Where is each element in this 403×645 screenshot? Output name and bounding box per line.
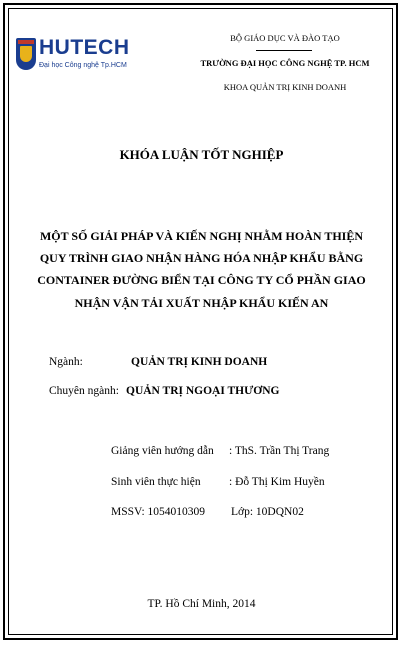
faculty-name: KHOA QUẢN TRỊ KINH DOANH [223,82,347,92]
student-value: : Đỗ Thị Kim Huyền [229,476,325,488]
title-line: MỘT SỐ GIẢI PHÁP VÀ KIẾN NGHỊ NHẰM HOÀN THIỆN [39,229,364,243]
logo-wordmark: HUTECH [39,36,130,59]
shield-icon [16,38,36,70]
student-id: MSSV: 1054010309 [111,506,206,518]
specialization-label: Chuyên ngành: [49,385,119,397]
university-logo [16,38,134,82]
university-name: TRƯỜNG ĐẠI HỌC CÔNG NGHỆ TP. HCM [200,58,370,68]
major-label: Ngành: [49,356,83,368]
class-code: Lớp: 10DQN02 [231,506,304,518]
title-line: QUY TRÌNH GIAO NHẬN HÀNG HÓA NHẬP KHẨU BẰNG [39,251,364,265]
supervisor-value: : ThS. Trần Thị Trang [229,445,330,457]
place-and-year: TP. Hồ Chí Minh, 2014 [147,598,256,610]
header-divider [256,50,312,51]
student-label: Sinh viên thực hiện [111,476,201,488]
ministry-name: BỘ GIÁO DỤC VÀ ĐÀO TẠO [230,33,340,43]
supervisor-label: Giảng viên hướng dẫn [111,445,214,457]
major-value: QUẢN TRỊ KINH DOANH [131,356,268,368]
title-line: CONTAINER ĐƯỜNG BIỂN TẠI CÔNG TY CỔ PHẦN GIAO [37,273,366,287]
document-type: KHÓA LUẬN TỐT NGHIỆP [119,147,284,162]
logo-subtitle: Đại học Công nghệ Tp.HCM [39,62,127,69]
title-line: NHẬN VẬN TẢI XUẤT NHẬP KHẨU KIẾN AN [74,296,329,310]
inner-border [8,8,393,635]
specialization-value: QUẢN TRỊ NGOẠI THƯƠNG [126,385,280,397]
